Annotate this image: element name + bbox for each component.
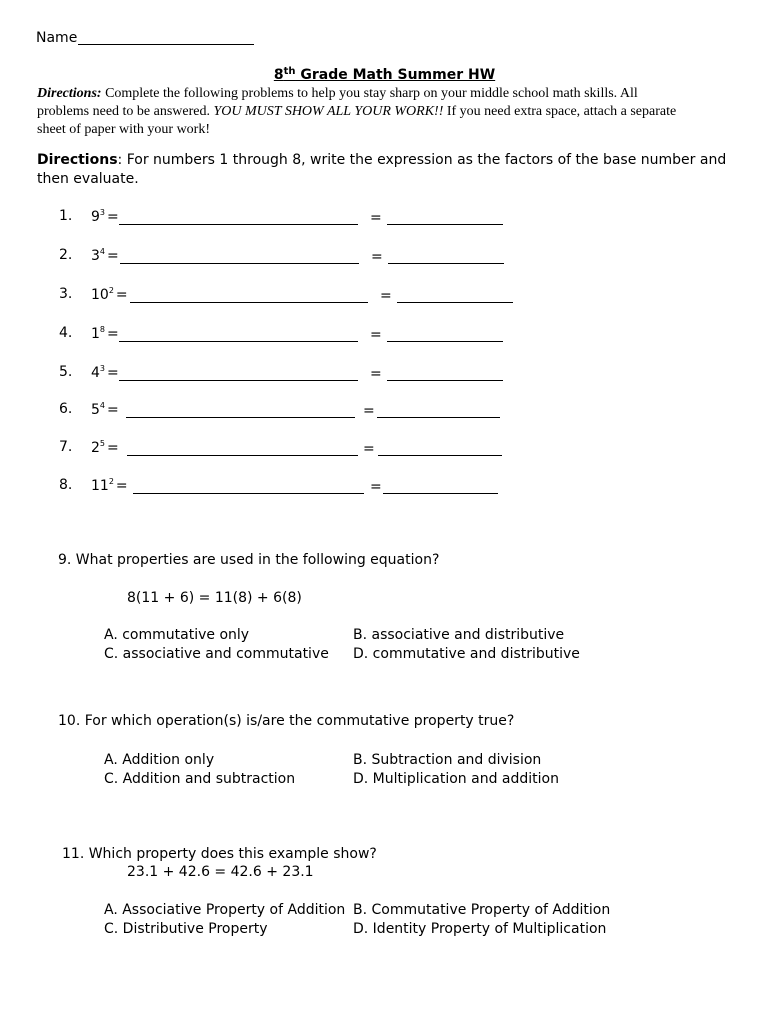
equals-sign: = bbox=[363, 441, 375, 457]
power-exponent: 2 bbox=[108, 286, 114, 295]
problem-number: 2. bbox=[59, 247, 73, 263]
power-base: 11 bbox=[91, 478, 109, 494]
value-answer-line[interactable] bbox=[378, 440, 502, 456]
power-expression bbox=[91, 364, 119, 381]
power-base: 4 bbox=[91, 365, 100, 381]
power-exponent: 5 bbox=[99, 439, 106, 448]
value-answer-line[interactable] bbox=[388, 248, 504, 264]
power-exponent: 3 bbox=[99, 364, 106, 373]
power-expression bbox=[91, 286, 128, 303]
power-base: 1 bbox=[91, 326, 100, 342]
problem-number: 5. bbox=[59, 364, 73, 380]
equals-sign: = bbox=[371, 249, 383, 265]
power-exponent: 3 bbox=[99, 208, 106, 217]
q9-option-b[interactable]: B. associative and distributive bbox=[353, 627, 565, 643]
value-answer-line[interactable] bbox=[387, 365, 503, 381]
q11-question: 11. Which property does this example show? bbox=[62, 846, 377, 862]
problem-number: 8. bbox=[59, 477, 73, 493]
q11-equation: 23.1 + 42.6 = 42.6 + 23.1 bbox=[127, 864, 314, 880]
power-expression bbox=[91, 477, 128, 494]
power-exponent: 2 bbox=[108, 477, 114, 486]
power-base: 9 bbox=[91, 209, 100, 225]
power-base: 5 bbox=[91, 402, 100, 418]
problem-number: 1. bbox=[59, 208, 73, 224]
q9-option-d[interactable]: D. commutative and distributive bbox=[353, 646, 580, 662]
factors-answer-line[interactable] bbox=[120, 248, 359, 264]
equals-sign: = bbox=[115, 287, 128, 303]
page-title: 8th Grade Math Summer HW bbox=[273, 66, 496, 83]
name-label: Name bbox=[36, 30, 78, 46]
equals-sign: = bbox=[107, 440, 119, 456]
factors-answer-line[interactable] bbox=[119, 326, 358, 342]
q10-question: 10. For which operation(s) is/are the commutative property true? bbox=[58, 713, 515, 729]
q9-equation: 8(11 + 6) = 11(8) + 6(8) bbox=[127, 590, 302, 606]
equals-sign: = bbox=[380, 288, 392, 304]
equals-sign: = bbox=[115, 478, 128, 494]
power-exponent: 4 bbox=[99, 401, 106, 410]
power-exponent: 4 bbox=[99, 247, 106, 256]
power-base: 2 bbox=[91, 440, 100, 456]
q11-option-b[interactable]: B. Commutative Property of Addition bbox=[353, 902, 611, 918]
equals-sign: = bbox=[363, 403, 375, 419]
power-expression bbox=[91, 439, 119, 456]
value-answer-line[interactable] bbox=[377, 402, 500, 418]
q10-option-d[interactable]: D. Multiplication and addition bbox=[353, 771, 559, 787]
factors-answer-line[interactable] bbox=[119, 365, 358, 381]
power-expression bbox=[91, 208, 119, 225]
value-answer-line[interactable] bbox=[383, 478, 498, 494]
equals-sign: = bbox=[107, 326, 119, 342]
power-base: 10 bbox=[91, 287, 109, 303]
power-exponent: 8 bbox=[99, 325, 106, 334]
q11-option-a[interactable]: A. Associative Property of Addition bbox=[104, 902, 346, 918]
power-base: 3 bbox=[91, 248, 100, 264]
equals-sign: = bbox=[107, 248, 119, 264]
value-answer-line[interactable] bbox=[387, 326, 503, 342]
equals-sign: = bbox=[370, 210, 382, 226]
intro-directions: Directions: Complete the following problems to help you stay sharp on your middle school math skills. All problems need to be answered. YOU MUST SHOW ALL YOUR WORK!! If you need extra space, attach a separate sheet of paper with your work! bbox=[37, 86, 677, 137]
name-field[interactable] bbox=[78, 30, 254, 45]
q11-option-d[interactable]: D. Identity Property of Multiplication bbox=[353, 921, 607, 937]
q9-question: 9. What properties are used in the following equation? bbox=[58, 552, 440, 568]
q11-option-c[interactable]: C. Distributive Property bbox=[104, 921, 268, 937]
equals-sign: = bbox=[370, 327, 382, 343]
factors-answer-line[interactable] bbox=[126, 402, 355, 418]
factors-answer-line[interactable] bbox=[127, 440, 358, 456]
directions-exponents: Directions: For numbers 1 through 8, write the expression as the factors of the base number and then evaluate. bbox=[37, 152, 727, 187]
q10-option-b[interactable]: B. Subtraction and division bbox=[353, 752, 542, 768]
factors-answer-line[interactable] bbox=[133, 478, 364, 494]
equals-sign: = bbox=[370, 479, 382, 495]
power-expression bbox=[91, 247, 119, 264]
problem-number: 4. bbox=[59, 325, 73, 341]
value-answer-line[interactable] bbox=[397, 287, 513, 303]
equals-sign: = bbox=[107, 365, 119, 381]
problem-number: 6. bbox=[59, 401, 73, 417]
factors-answer-line[interactable] bbox=[130, 287, 368, 303]
q9-option-c[interactable]: C. associative and commutative bbox=[104, 646, 329, 662]
equals-sign: = bbox=[107, 209, 119, 225]
q10-option-a[interactable]: A. Addition only bbox=[104, 752, 215, 768]
q9-option-a[interactable]: A. commutative only bbox=[104, 627, 250, 643]
equals-sign: = bbox=[370, 366, 382, 382]
problem-number: 7. bbox=[59, 439, 73, 455]
value-answer-line[interactable] bbox=[387, 209, 503, 225]
problem-number: 3. bbox=[59, 286, 73, 302]
factors-answer-line[interactable] bbox=[119, 209, 358, 225]
power-expression bbox=[91, 401, 119, 418]
equals-sign: = bbox=[107, 402, 119, 418]
q10-option-c[interactable]: C. Addition and subtraction bbox=[104, 771, 296, 787]
power-expression bbox=[91, 325, 119, 342]
